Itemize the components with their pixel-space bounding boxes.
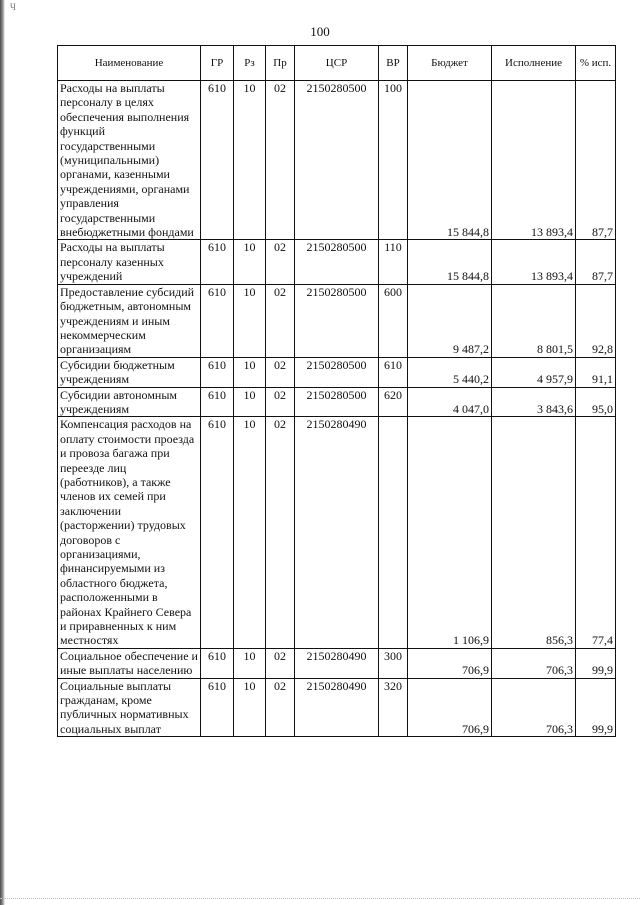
row-name: Субсидии бюджетным учреждениям (58, 357, 201, 387)
budget-table (57, 45, 616, 737)
row-rz: 10 (234, 678, 266, 737)
row-execution: 8 801,5 (492, 284, 576, 357)
row-execution: 706,3 (492, 678, 576, 737)
row-vr: 100 (379, 81, 408, 240)
row-name: Социальные выплаты гражданам, кроме публичных нормативных социальных выплат (58, 678, 201, 737)
row-pr: 02 (266, 387, 295, 417)
row-vr: 600 (379, 284, 408, 357)
table-row (58, 648, 616, 678)
row-csr: 2150280490 (295, 678, 379, 737)
row-gr: 610 (201, 284, 234, 357)
table-row (58, 387, 616, 417)
table-row (58, 81, 616, 240)
row-rz: 10 (234, 417, 266, 649)
row-rz: 10 (234, 648, 266, 678)
page-number: 100 (310, 24, 330, 39)
row-name: Предоставление субсидий бюджетным, автономным учреждениям и иным некоммерческим организациям (58, 284, 201, 357)
row-execution: 706,3 (492, 648, 576, 678)
row-vr (379, 417, 408, 649)
row-csr: 2150280500 (295, 284, 379, 357)
header-gr: ГР (201, 46, 234, 81)
table-row (58, 240, 616, 284)
header-csr: ЦСР (295, 46, 379, 81)
row-vr: 610 (379, 357, 408, 387)
row-budget: 15 844,8 (408, 240, 492, 284)
row-gr: 610 (201, 357, 234, 387)
row-budget: 706,9 (408, 648, 492, 678)
row-percent: 87,7 (576, 240, 616, 284)
table-row (58, 357, 616, 387)
header-percent: % исп. (576, 46, 616, 81)
header-execution: Исполнение (492, 46, 576, 81)
header-budget: Бюджет (408, 46, 492, 81)
row-csr: 2150280500 (295, 357, 379, 387)
row-name: Социальное обеспечение и иные выплаты населению (58, 648, 201, 678)
row-vr: 300 (379, 648, 408, 678)
row-execution: 856,3 (492, 417, 576, 649)
row-percent: 91,1 (576, 357, 616, 387)
row-pr: 02 (266, 417, 295, 649)
row-pr: 02 (266, 240, 295, 284)
row-csr: 2150280490 (295, 648, 379, 678)
row-budget: 4 047,0 (408, 387, 492, 417)
row-gr: 610 (201, 81, 234, 240)
row-pr: 02 (266, 648, 295, 678)
row-budget: 5 440,2 (408, 357, 492, 387)
header-vr: ВР (379, 46, 408, 81)
row-gr: 610 (201, 240, 234, 284)
table-row (58, 417, 616, 649)
row-rz: 10 (234, 81, 266, 240)
row-csr: 2150280500 (295, 387, 379, 417)
row-percent: 99,9 (576, 678, 616, 737)
row-csr: 2150280500 (295, 240, 379, 284)
row-rz: 10 (234, 284, 266, 357)
row-gr: 610 (201, 678, 234, 737)
scan-mark: Ч (10, 2, 16, 12)
table-header-row (58, 46, 616, 81)
table-row (58, 284, 616, 357)
row-percent: 99,9 (576, 648, 616, 678)
row-percent: 77,4 (576, 417, 616, 649)
row-name: Расходы на выплаты персоналу казенных учреждений (58, 240, 201, 284)
row-execution: 4 957,9 (492, 357, 576, 387)
row-csr: 2150280500 (295, 81, 379, 240)
row-percent: 92,8 (576, 284, 616, 357)
row-percent: 95,0 (576, 387, 616, 417)
row-budget: 1 106,9 (408, 417, 492, 649)
scan-bottom-edge (0, 897, 640, 899)
row-rz: 10 (234, 357, 266, 387)
header-rz: Рз (234, 46, 266, 81)
table-row (58, 678, 616, 737)
row-vr: 320 (379, 678, 408, 737)
row-execution: 13 893,4 (492, 81, 576, 240)
row-budget: 706,9 (408, 678, 492, 737)
row-name: Субсидии автономным учреждениям (58, 387, 201, 417)
row-rz: 10 (234, 387, 266, 417)
row-csr: 2150280490 (295, 417, 379, 649)
row-gr: 610 (201, 387, 234, 417)
row-budget: 9 487,2 (408, 284, 492, 357)
row-rz: 10 (234, 240, 266, 284)
row-pr: 02 (266, 81, 295, 240)
row-vr: 620 (379, 387, 408, 417)
row-gr: 610 (201, 648, 234, 678)
row-execution: 3 843,6 (492, 387, 576, 417)
row-name: Расходы на выплаты персоналу в целях обеспечения выполнения функций государственными (муниципальными) органами, казенными учреждениями, органами управления государственными внебюджетными фондами (58, 81, 201, 240)
row-pr: 02 (266, 357, 295, 387)
scan-left-edge (0, 0, 5, 905)
row-name: Компенсация расходов на оплату стоимости проезда и провоза багажа при переезде лиц (работников), а также членов их семей при заключении (расторжении) трудовых договоров с организациями, финансируемыми из областного бюджета, расположенными в районах Крайнего Севера и приравненных к ним местностях (58, 417, 201, 649)
row-budget: 15 844,8 (408, 81, 492, 240)
row-vr: 110 (379, 240, 408, 284)
header-name: Наименование (58, 46, 201, 81)
row-percent: 87,7 (576, 81, 616, 240)
row-pr: 02 (266, 284, 295, 357)
header-pr: Пр (266, 46, 295, 81)
row-execution: 13 893,4 (492, 240, 576, 284)
row-gr: 610 (201, 417, 234, 649)
row-pr: 02 (266, 678, 295, 737)
